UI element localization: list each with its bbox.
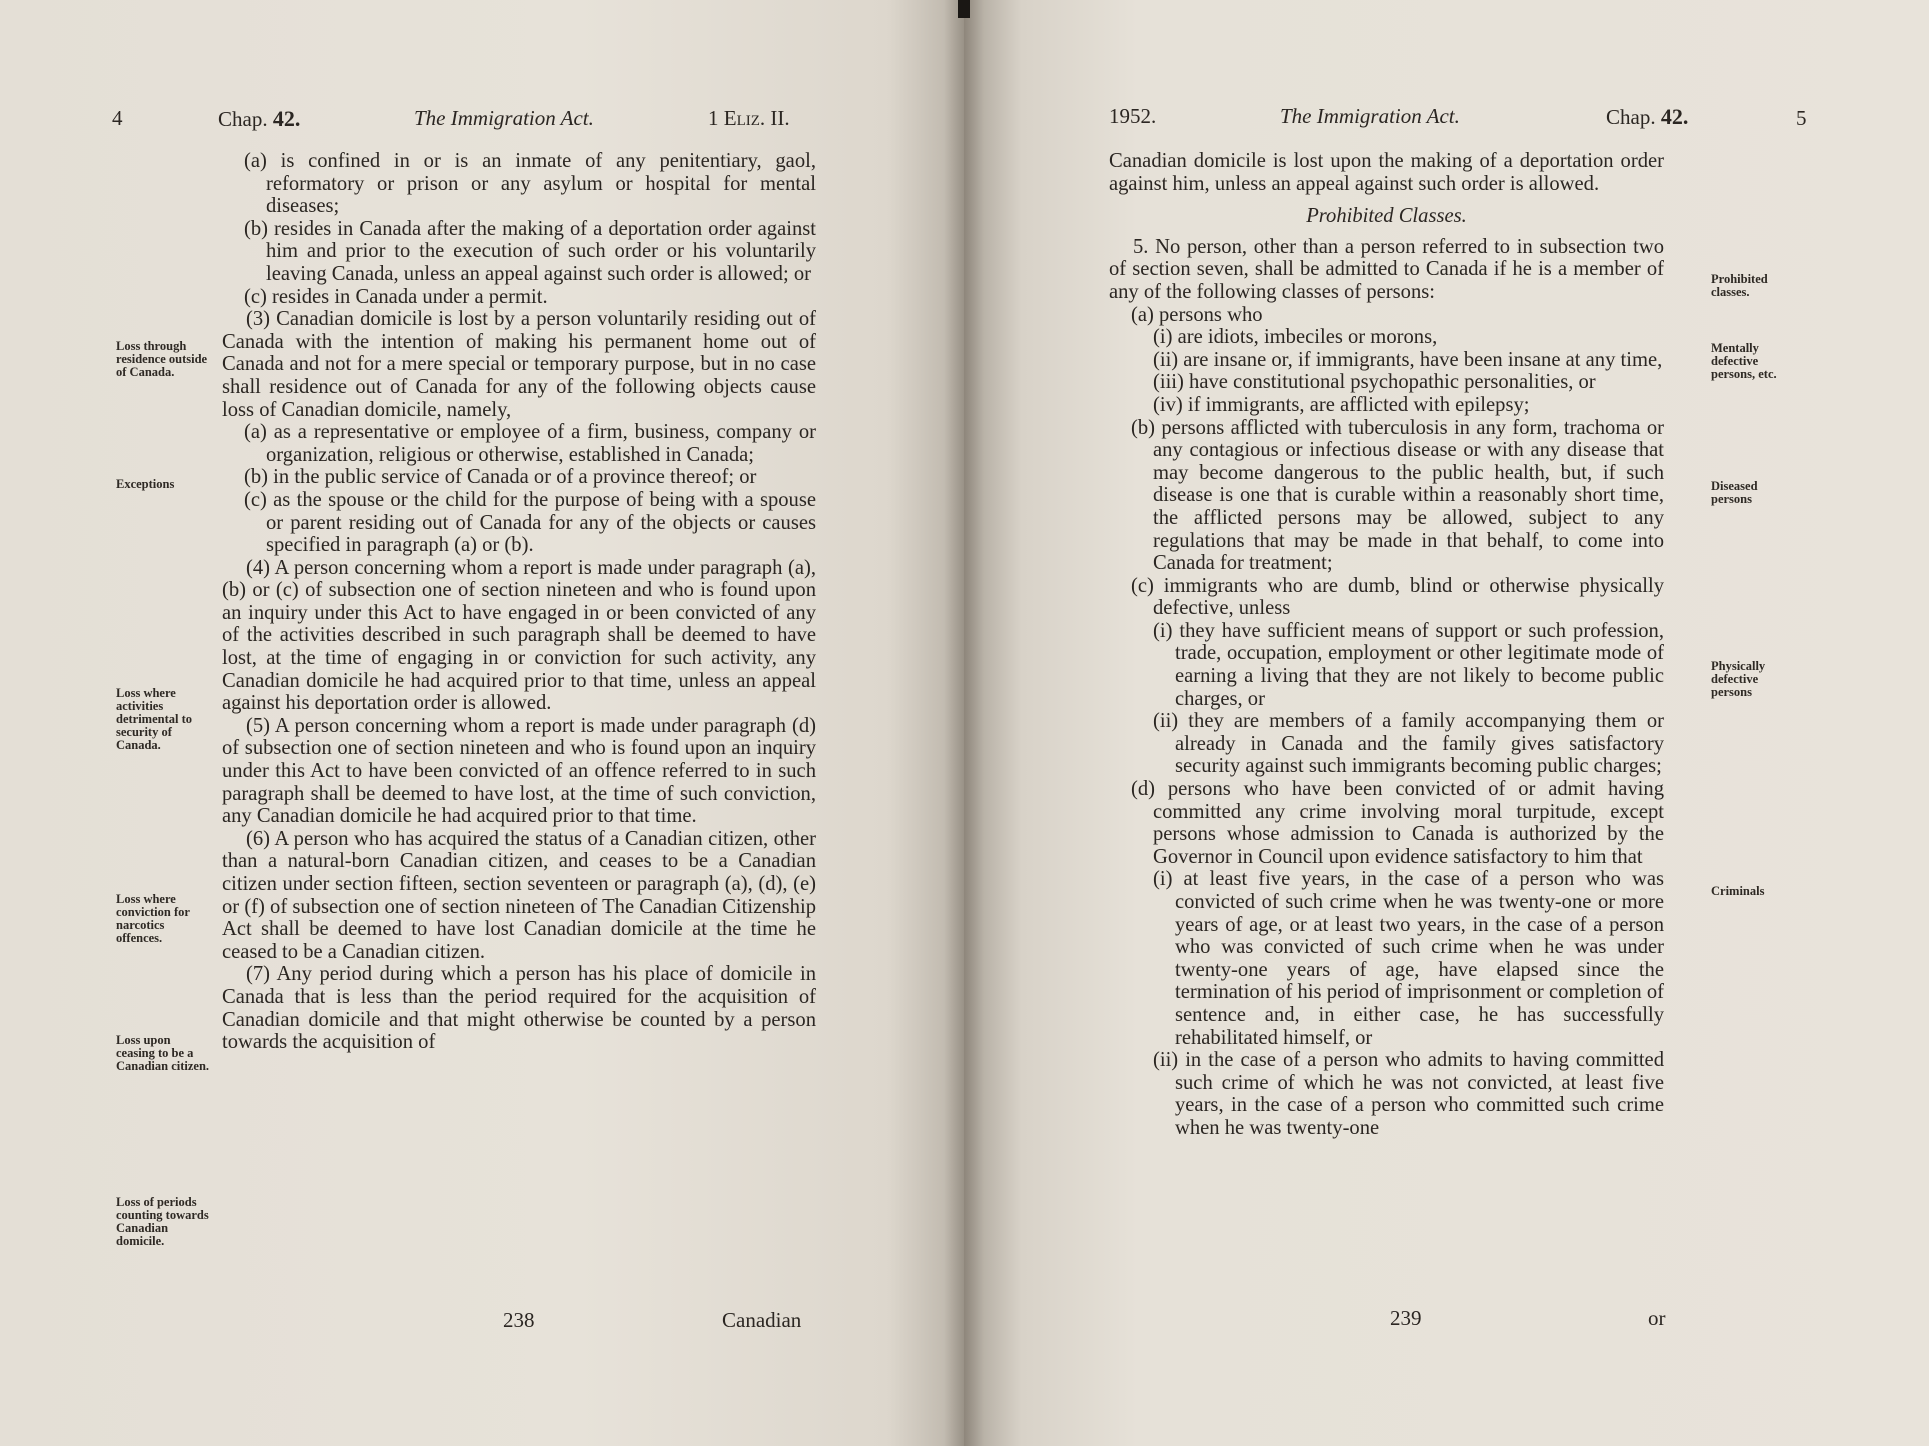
right-para-15: (ii) in the case of a person who admits to having committed such crime of which he was not convicted, at least five years, in the case of a person who committed such crime when he was twenty-one: [1153, 1049, 1664, 1139]
left-marginal-note-2: Exceptions: [116, 477, 175, 491]
left-para-7: (c) as the spouse or the child for the purpose of being with a spouse or parent residing out of Canada for any of the objects or causes specified in paragraph (a) or (b).: [244, 488, 816, 557]
right-para-11: (i) they have sufficient means of support or such profession, trade, occupation, employment or other legitimate mode of earning a living that they are not likely to become public charges, or: [1153, 619, 1664, 710]
left-para-5: (a) as a representative or employee of a firm, business, company or organization, religious or otherwise, established in Canada;: [244, 421, 816, 466]
right-folio: 239: [1390, 1306, 1422, 1330]
left-body-text: [222, 150, 816, 1054]
spine-edge: [958, 0, 970, 18]
right-para-5: (i) are idiots, imbeciles or morons,: [1153, 326, 1438, 349]
left-para-1: (a) is confined in or is an inmate of any penitentiary, gaol, reformatory or prison or any asylum or hospital for mental diseases;: [244, 150, 816, 218]
right-marginal-note-5: Criminals: [1711, 884, 1765, 898]
left-folio: 238: [503, 1308, 535, 1332]
right-chapter-label: Chap.: [1606, 105, 1656, 129]
left-para-3: (c) resides in Canada under a permit.: [244, 285, 548, 308]
left-para-2: (b) resides in Canada after the making of a deportation order against him and prior to the execution of such order or his voluntarily leaving Canada, unless an appeal against such order is allowed; or: [244, 217, 816, 285]
left-marginal-note-4: Loss where conviction for narcotics offences.: [116, 892, 190, 945]
left-chapter-label: Chap.: [218, 107, 268, 131]
right-para-14: (i) at least five years, in the case of a person who was convicted of such crime when he was twenty-one or more years of age, or at least two years, in the case of a person who was convicted of such crime when he was under twenty-one years of age, have elapsed since the termination of his period of imprisonment or completion of sentence and, in either case, he has successfully rehabilitated himself, or: [1153, 868, 1664, 1049]
right-para-12: (ii) they are members of a family accompanying them or already in Canada and the family gives satisfactory security against such immigrants becoming public charges;: [1153, 710, 1664, 778]
right-chapter-number: 42.: [1660, 104, 1689, 129]
right-marginal-note-4: Physically defective persons: [1711, 659, 1766, 699]
right-para-4: (a) persons who: [1131, 303, 1263, 326]
left-regnal-year: 1 Eliz. II.: [708, 106, 790, 130]
right-para-7: (iii) have constitutional psychopathic personalities, or: [1153, 371, 1596, 394]
left-running-title: The Immigration Act.: [414, 106, 594, 130]
left-para-10: (6) A person who has acquired the status of a Canadian citizen, other than a natural-born Canadian citizen, and ceases to be a Canadian citizen under section fifteen, section seventeen or paragraph (a), (d), (e) or (f) of subsection one of section nineteen of The Canadian Citizenship Act shall be deemed to have lost Canadian domicile at the time he ceased to be a Canadian citizen.: [222, 827, 816, 963]
right-para-13: (d) persons who have been convicted of or admit having committed any crime involving moral turpitude, except persons whose admission to Canada is authorized by the Governor in Council upon evidence satisfactory to him that: [1131, 778, 1664, 868]
left-para-11: (7) Any period during which a person has his place of domicile in Canada that is less than the period required for the acquisition of Canadian domicile and that might otherwise be counted by a person towards the acquisition of: [222, 963, 816, 1054]
left-page-number: 4: [112, 106, 123, 130]
left-chapter-number: 42.: [272, 106, 301, 131]
right-chapter: [1606, 104, 1688, 130]
left-marginal-note-6: Loss of periods counting towards Canadian domicile.: [116, 1195, 209, 1248]
right-marginal-note-3: Diseased persons: [1711, 479, 1758, 506]
left-para-8: (4) A person concerning whom a report is made under paragraph (a), (b) or (c) of subsection one of section nineteen and who is found upon an inquiry under this Act to have engaged in or been convicted of any of the activities described in such paragraph shall be deemed to have lost, at the time of engaging in or conviction for such activity, any Canadian domicile he had acquired prior to that time, unless an appeal against his deportation order is allowed.: [222, 556, 816, 715]
right-section-heading: Prohibited Classes.: [1306, 205, 1467, 228]
left-page: [0, 0, 964, 1446]
right-catchword: or: [1648, 1306, 1666, 1330]
right-running-title: The Immigration Act.: [1280, 104, 1460, 128]
book-gutter: [944, 0, 984, 1446]
right-para-9: (b) persons afflicted with tuberculosis in any form, trachoma or any contagious or infectious disease or with any disease that may become dangerous to the public health, but, if such disease is one that is curable within a reasonably short time, the afflicted persons may be allowed, subject to any regulations that may be made in that behalf, to come into Canada for treatment;: [1131, 416, 1664, 575]
right-year: 1952.: [1109, 104, 1157, 128]
right-marginal-note-1: Prohibited classes.: [1711, 272, 1768, 299]
left-marginal-note-1: Loss through residence outside of Canada.: [116, 339, 208, 379]
right-page-number: 5: [1796, 106, 1807, 130]
left-para-9: (5) A person concerning whom a report is made under paragraph (d) of subsection one of section nineteen and who is found upon an inquiry under this Act to have been convicted of an offence referred to in such paragraph shall be deemed to have lost, at the time of such conviction, any Canadian domicile he had acquired prior to that time.: [222, 714, 816, 828]
right-para-6: (ii) are insane or, if immigrants, have been insane at any time,: [1153, 348, 1663, 371]
right-para-3: 5. No person, other than a person referred to in subsection two of section seven, shall be admitted to Canada if he is a member of any of the following classes of persons:: [1109, 235, 1664, 303]
right-page: [964, 0, 1929, 1446]
right-body-text: [1109, 150, 1664, 1140]
left-para-6: (b) in the public service of Canada or of a province thereof; or: [244, 466, 757, 489]
right-para-10: (c) immigrants who are dumb, blind or otherwise physically defective, unless: [1131, 574, 1664, 620]
left-para-4: (3) Canadian domicile is lost by a person voluntarily residing out of Canada with the intention of making his permanent home out of Canada and not for a mere special or temporary purpose, but in no case shall residence out of Canada for any of the following objects cause loss of Canadian domicile, namely,: [222, 308, 816, 421]
left-marginal-note-5: Loss upon ceasing to be a Canadian citizen.: [116, 1033, 210, 1073]
left-catchword: Canadian: [722, 1308, 802, 1332]
left-marginal-note-3: Loss where activities detrimental to security of Canada.: [116, 686, 193, 752]
right-para-8: (iv) if immigrants, are afflicted with epilepsy;: [1153, 393, 1530, 416]
right-marginal-note-2: Mentally defective persons, etc.: [1711, 341, 1777, 381]
right-para-1: Canadian domicile is lost upon the making of a deportation order against him, unless an appeal against such order is allowed.: [1109, 150, 1664, 195]
left-chapter: [218, 106, 300, 132]
